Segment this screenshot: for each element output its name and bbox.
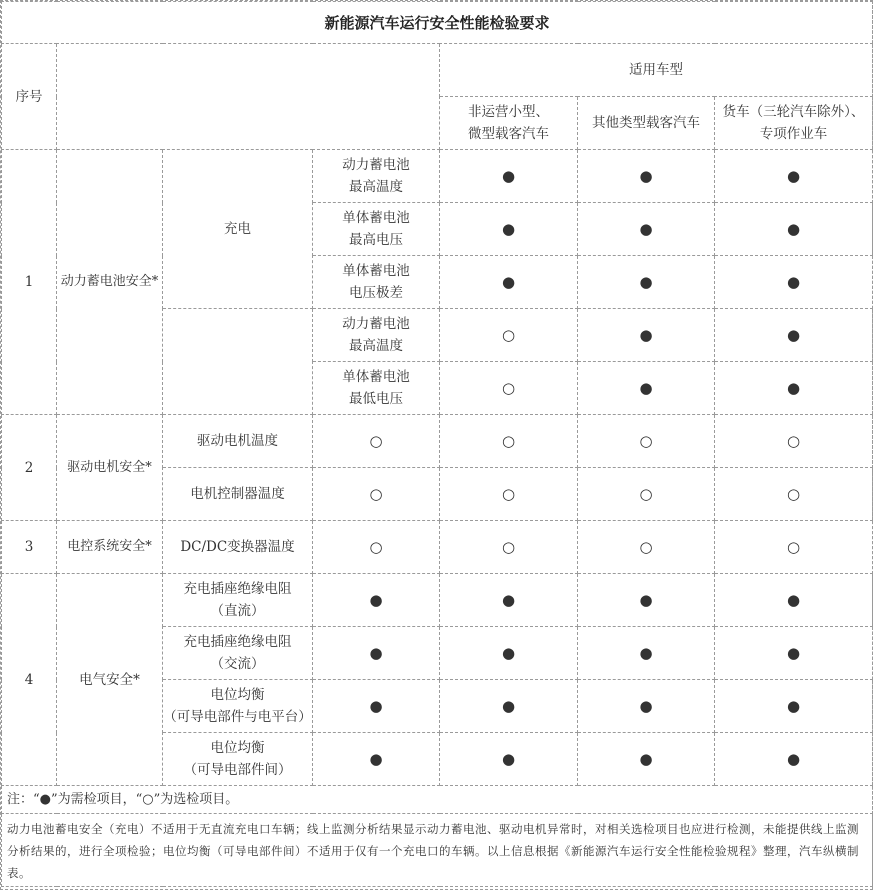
mark-cell: ● [578, 733, 715, 786]
table-row [2, 521, 873, 574]
item-label: 电机控制器温度 [163, 468, 313, 521]
table-row [2, 415, 873, 468]
inspection-requirements-table [1, 1, 873, 887]
group-name: 驱动电机安全* [57, 415, 163, 521]
mark-cell: ○ [578, 415, 715, 468]
table-row [2, 150, 873, 203]
mark-cell: ● [313, 574, 440, 627]
group-name: 动力蓄电池安全* [57, 150, 163, 415]
item-label: 充电插座绝缘电阻 （直流） [163, 574, 313, 627]
mark-cell: ● [715, 256, 873, 309]
group-seq: 1 [2, 150, 57, 415]
mark-cell: ● [578, 256, 715, 309]
mark-cell: ○ [578, 521, 715, 574]
mark-cell: ● [313, 627, 440, 680]
mark-cell: ● [440, 150, 578, 203]
header-vehicle-type-3 [715, 97, 873, 150]
item-label: 单体蓄电池 最高电压 [313, 203, 440, 256]
mark-cell: ● [578, 309, 715, 362]
mark-cell: ● [715, 733, 873, 786]
header-vehicle-type-1 [440, 97, 578, 150]
header-seq: 序号 [2, 44, 57, 150]
item-label: DC/DC变换器温度 [163, 521, 313, 574]
group-name: 电气安全* [57, 574, 163, 786]
mark-cell: ● [440, 627, 578, 680]
mark-cell: ● [578, 203, 715, 256]
mark-cell: ● [313, 733, 440, 786]
mark-cell: ● [715, 309, 873, 362]
vehicle-type-label: 非运营小型、 微型载客汽车 [468, 104, 549, 142]
table-title: 新能源汽车运行安全性能检验要求 [2, 2, 873, 44]
mark-cell: ● [440, 680, 578, 733]
mark-cell: ● [440, 574, 578, 627]
mark-cell: ○ [313, 521, 440, 574]
vehicle-type-label: 货车（三轮汽车除外）、 专项作业车 [722, 104, 865, 142]
mark-cell: ○ [715, 415, 873, 468]
mark-cell: ○ [440, 415, 578, 468]
table-row [2, 574, 873, 627]
item-label: 电位均衡 （可导电部件间） [163, 733, 313, 786]
mark-cell: ● [578, 680, 715, 733]
mark-cell: ● [440, 256, 578, 309]
mark-cell: ● [578, 627, 715, 680]
header-vehicle-type-2 [578, 97, 715, 150]
item-label: 电位均衡 （可导电部件与电平台） [163, 680, 313, 733]
footnote: 动力电池蓄电安全（充电）不适用于无直流充电口车辆；线上监测分析结果显示动力蓄电池、驱动电机异常时，对相关选检项目也应进行检测，未能提供线上监测分析结果的，进行全项检验；电位均衡（可导电部件间）不适用于仅有一个充电口的车辆。以上信息根据《新能源汽车运行安全性能检验规程》整理，汽车纵横制表。 [2, 814, 873, 887]
mark-cell: ○ [440, 468, 578, 521]
mark-cell: ● [313, 680, 440, 733]
group-seq: 3 [2, 521, 57, 574]
group-seq: 2 [2, 415, 57, 521]
item-label: 单体蓄电池 最低电压 [313, 362, 440, 415]
mark-cell: ● [715, 627, 873, 680]
mark-cell: ● [715, 362, 873, 415]
item-label: 动力蓄电池 最高温度 [313, 309, 440, 362]
item-label: 动力蓄电池 最高温度 [313, 150, 440, 203]
mark-cell: ● [715, 574, 873, 627]
subgroup-name [163, 309, 313, 415]
mark-cell: ○ [715, 521, 873, 574]
mark-cell: ○ [440, 521, 578, 574]
mark-cell: ○ [440, 362, 578, 415]
mark-cell: ● [578, 362, 715, 415]
mark-cell: ● [715, 150, 873, 203]
item-label: 充电插座绝缘电阻 （交流） [163, 627, 313, 680]
header-applicable: 适用车型 [440, 44, 873, 97]
header-item-blank [57, 44, 440, 150]
mark-cell: ● [715, 680, 873, 733]
mark-cell: ● [578, 574, 715, 627]
mark-cell: ● [440, 733, 578, 786]
vehicle-type-label: 其他类型载客汽车 [592, 115, 700, 131]
mark-cell: ○ [715, 468, 873, 521]
mark-cell: ○ [578, 468, 715, 521]
mark-cell: ○ [313, 415, 440, 468]
group-seq: 4 [2, 574, 57, 786]
legend-note: 注：“●”为需检项目，“○”为选检项目。 [2, 786, 873, 814]
item-label: 单体蓄电池 电压极差 [313, 256, 440, 309]
mark-cell: ○ [313, 468, 440, 521]
mark-cell: ● [578, 150, 715, 203]
item-label: 驱动电机温度 [163, 415, 313, 468]
mark-cell: ● [715, 203, 873, 256]
subgroup-name: 充电 [163, 150, 313, 309]
mark-cell: ○ [440, 309, 578, 362]
group-name: 电控系统安全* [57, 521, 163, 574]
mark-cell: ● [440, 203, 578, 256]
